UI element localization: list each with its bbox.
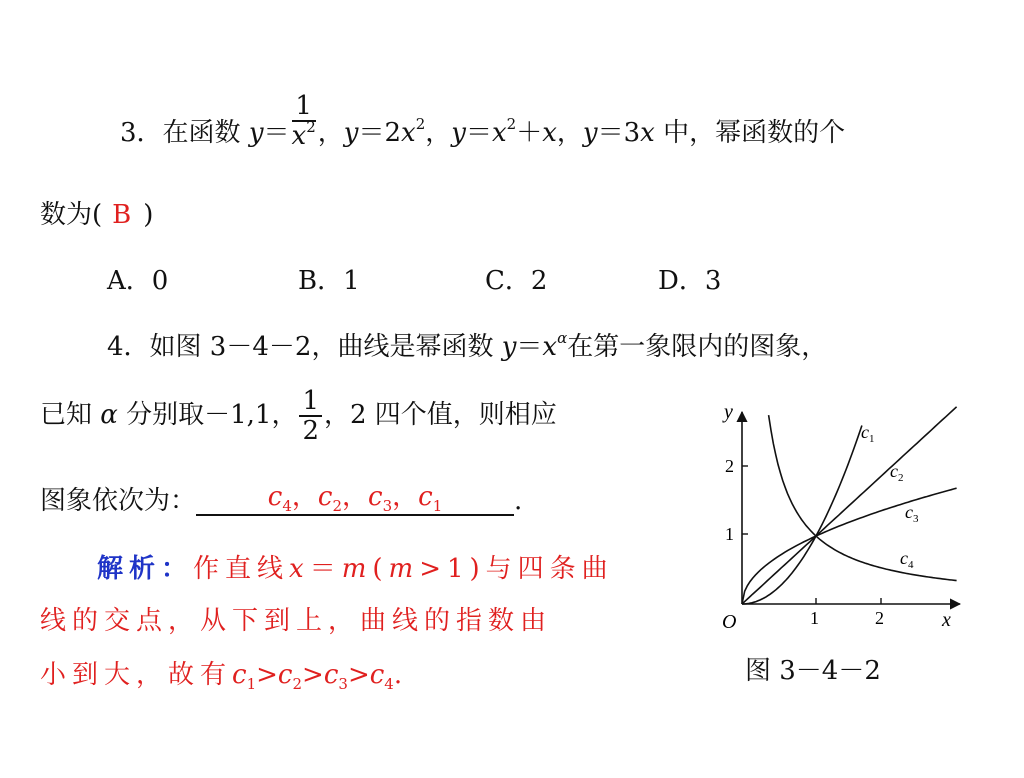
comma: ， [425, 118, 452, 148]
exp-2: 2 [306, 118, 316, 136]
exp-2: 2 [415, 115, 426, 133]
gt: > [256, 660, 278, 690]
fraction-1-over-2 [299, 387, 322, 445]
q4-prompt: 图象依次为： [40, 486, 197, 516]
q3-text: 在函数 [162, 118, 249, 148]
x-tick-label-2: 2 [875, 608, 884, 628]
curve-label-c3: $c_3$ [905, 502, 919, 525]
q3-option-b: B．1 [298, 266, 360, 296]
y-tick-label-2: 2 [725, 456, 734, 476]
var-x: x [640, 118, 655, 148]
ans-c: c [368, 482, 383, 512]
var-c: c [232, 660, 247, 690]
eq-2: ＝2 [358, 118, 402, 148]
ans-sep: ， [392, 482, 419, 512]
q4-answer-blank [196, 482, 514, 516]
curve-label-c2: $c_2$ [890, 461, 904, 484]
q3-answer: B [112, 200, 132, 230]
q3-number: 3． [120, 118, 163, 148]
q4-text-end: 在第一象限内的图象， [567, 332, 828, 362]
q3-text-end: 中，幂函数的个 [654, 118, 846, 148]
sub-4: 4 [384, 675, 394, 693]
equals: ＝ [516, 332, 543, 362]
q3-close: ) [143, 200, 154, 230]
q4-values: 分别取－1,1， [117, 400, 298, 430]
gt: > [347, 660, 370, 690]
period: . [514, 486, 523, 516]
gt-1: >1) [419, 554, 486, 584]
ans-sub: 2 [332, 497, 342, 515]
power-function-graph [710, 398, 970, 638]
y-axis-label: y [724, 401, 733, 423]
ans-sep: ， [291, 482, 318, 512]
var-alpha: α [100, 400, 118, 430]
analysis-line2: 线的交点，从下到上，曲线的指数由 [40, 606, 553, 636]
ans-sub: 1 [432, 497, 443, 515]
ans-sub: 3 [382, 497, 393, 515]
frac-den: 2 [302, 416, 319, 446]
var-x: x [542, 332, 558, 362]
var-x: x [289, 554, 310, 584]
x-axis-label: x [942, 609, 951, 631]
eq-3: ＝3 [597, 118, 641, 148]
comma: ， [556, 118, 583, 148]
plus: ＋ [516, 118, 543, 148]
frac-den [291, 118, 316, 151]
var-c: c [277, 660, 293, 690]
var-y: y [582, 118, 598, 148]
fraction-1-over-x2 [292, 92, 316, 150]
analysis-line1 [97, 554, 614, 584]
analysis-text-end: 与四条曲 [485, 554, 614, 584]
q3-option-d: D．3 [658, 266, 722, 296]
q4-line1 [107, 329, 828, 362]
q4-number: 4． [107, 332, 150, 362]
ans-sep: ， [342, 482, 369, 512]
q4-line3 [40, 482, 522, 516]
analysis-conclusion: 小到大，故有 [40, 660, 233, 690]
q3-line2 [40, 200, 153, 230]
ans-c: c [267, 482, 283, 512]
comma: ， [317, 118, 344, 148]
equals: ＝ [263, 118, 290, 148]
q4-text: 如图 3－4－2，曲线是幂函数 [149, 332, 502, 362]
curve-c1 [742, 426, 862, 605]
x-tick-label-1: 1 [810, 608, 819, 628]
sub-3: 3 [338, 675, 348, 693]
var-m: m [341, 554, 373, 584]
equals: ＝ [465, 118, 492, 148]
analysis-line3 [40, 660, 403, 693]
var-m: m [388, 554, 420, 584]
figure-caption: 图 3－4－2 [745, 656, 881, 686]
var-x: x [542, 118, 557, 148]
q3-line1 [120, 91, 846, 151]
var-x: x [401, 118, 416, 148]
var-c: c [323, 660, 339, 690]
frac-num: 1 [292, 92, 316, 122]
curve-label-c1: $c_1$ [861, 422, 875, 445]
analysis-label: 解析： [97, 554, 194, 584]
var-y: y [451, 118, 466, 148]
q4-line2 [40, 387, 557, 445]
curve-label-c4: $c_4$ [900, 548, 914, 571]
var-alpha: α [557, 329, 568, 347]
period: . [393, 660, 403, 690]
q3-prompt: 数为( [40, 200, 103, 230]
var-x: x [491, 118, 507, 148]
var-c: c [369, 660, 385, 690]
origin-label: O [722, 611, 737, 633]
var-x: x [291, 121, 307, 151]
exp-2: 2 [506, 115, 517, 133]
q3-option-c: C．2 [485, 266, 548, 296]
q3-option-a: A．0 [107, 266, 169, 296]
var-y: y [343, 118, 359, 148]
sub-1: 1 [246, 675, 257, 693]
ans-sub: 4 [282, 497, 292, 515]
curve-c2 [742, 407, 957, 604]
equals: ＝ [309, 554, 342, 584]
q4-values-end: ，2 四个值，则相应 [324, 400, 557, 430]
q4-known: 已知 [40, 400, 101, 430]
analysis-text: 作直线 [193, 554, 290, 584]
ans-c: c [418, 482, 433, 512]
q4-answer [267, 482, 443, 515]
var-y: y [501, 332, 517, 362]
sub-2: 2 [292, 675, 303, 693]
var-y: y [248, 118, 264, 148]
gt: > [302, 660, 324, 690]
ans-c: c [317, 482, 333, 512]
frac-num: 1 [299, 387, 322, 417]
y-tick-label-1: 1 [725, 524, 734, 544]
paren: ( [372, 554, 389, 584]
